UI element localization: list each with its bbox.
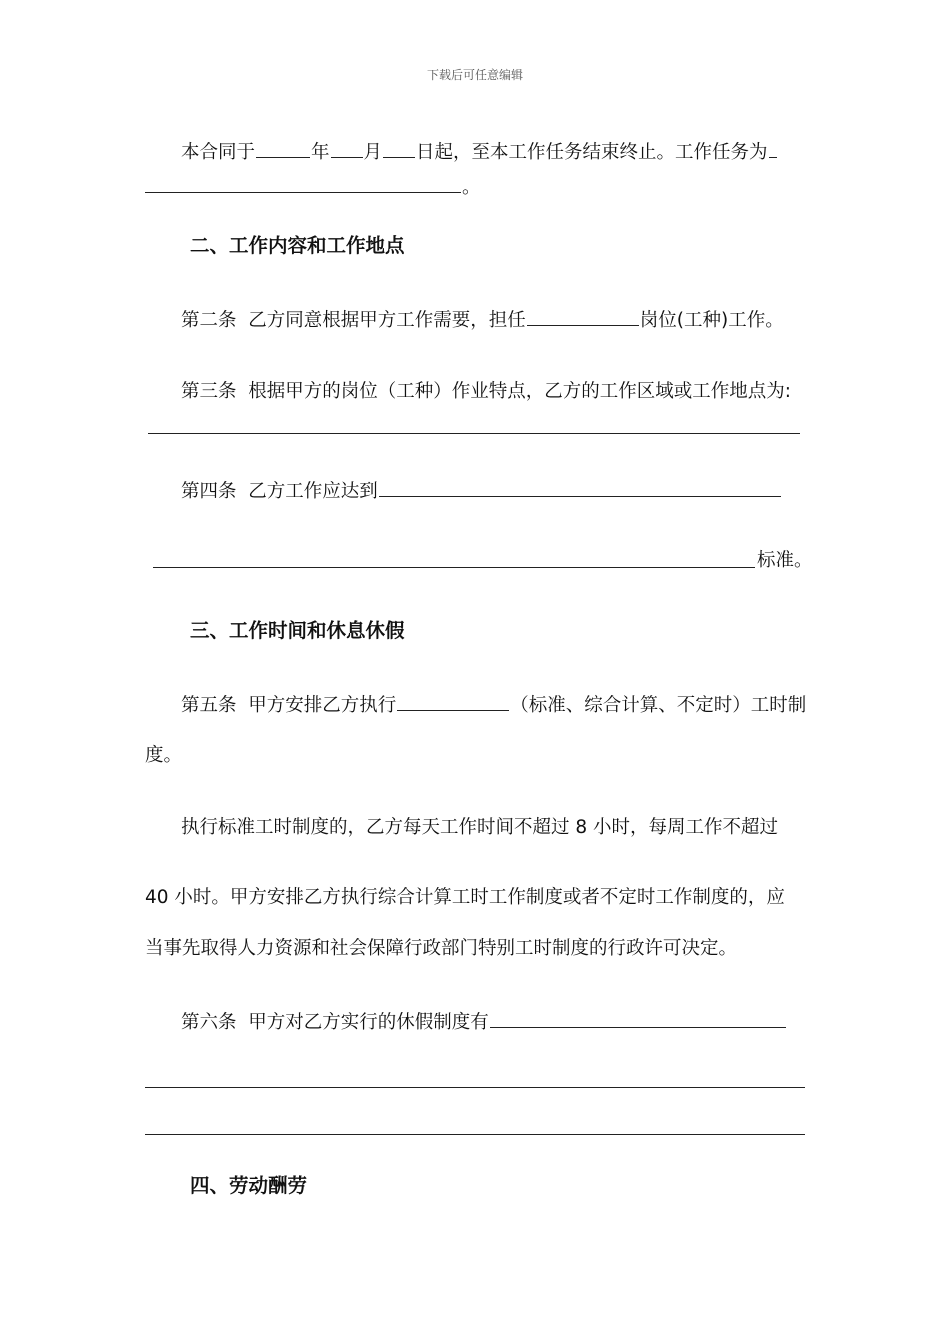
term-end: 。 xyxy=(462,177,481,198)
leave-system-blank-2[interactable] xyxy=(145,1087,805,1088)
leave-system-blank-1[interactable] xyxy=(490,1010,786,1028)
standard-hours-line-1: 执行标准工时制度的，乙方每天工作时间不超过 8 小时，每周工作不超过 xyxy=(181,817,779,838)
article-5-text-3: 度。 xyxy=(145,745,183,766)
article-6-text: 甲方对乙方实行的休假制度有 xyxy=(248,1012,489,1033)
article-3 xyxy=(181,380,950,404)
work-hours-system-blank[interactable] xyxy=(397,693,509,711)
article-4-text-1: 乙方工作应达到 xyxy=(248,481,378,502)
task-blank-line[interactable] xyxy=(145,192,461,193)
section-heading-4: 四、劳动酬劳 xyxy=(190,1174,308,1197)
article-4-label: 第四条 xyxy=(181,481,237,502)
article-3-label: 第三条 xyxy=(181,381,237,402)
article-3-text: 根据甲方的岗位（工种）作业特点，乙方的工作区域或工作地点为: xyxy=(248,381,792,402)
contract-term-line xyxy=(181,140,950,165)
article-4-text-2: 标准。 xyxy=(757,550,813,571)
work-location-blank[interactable] xyxy=(148,433,800,434)
task-blank-start[interactable] xyxy=(769,140,777,158)
standard-hours-line-2: 40 小时。甲方安排乙方执行综合计算工时工作制度或者不定时工作制度的，应 xyxy=(145,887,785,908)
page-header: 下载后可任意编辑 xyxy=(426,68,523,82)
month-blank[interactable] xyxy=(331,140,363,158)
day-blank[interactable] xyxy=(383,140,415,158)
article-2 xyxy=(181,308,950,333)
year-blank[interactable] xyxy=(256,140,310,158)
section-heading-2: 二、工作内容和工作地点 xyxy=(190,234,405,257)
article-6 xyxy=(181,1010,950,1035)
term-text-4: 日起，至本工作任务结束终止。工作任务为 xyxy=(416,142,768,163)
article-2-text-1: 乙方同意根据甲方工作需要，担任 xyxy=(248,310,526,331)
section-heading-3: 三、工作时间和休息休假 xyxy=(190,619,405,642)
article-4 xyxy=(181,479,950,504)
article-5-label: 第五条 xyxy=(181,695,237,716)
article-5 xyxy=(181,693,950,718)
term-text-1: 本合同于 xyxy=(181,142,256,163)
article-5-text-2: （标准、综合计算、不定时）工时制 xyxy=(510,695,807,716)
position-blank[interactable] xyxy=(527,308,639,326)
standard-blank-2[interactable] xyxy=(153,567,755,568)
article-2-label: 第二条 xyxy=(181,310,237,331)
article-6-label: 第六条 xyxy=(181,1012,237,1033)
term-text-2: 年 xyxy=(311,142,330,163)
standard-blank-1[interactable] xyxy=(379,479,781,497)
article-5-text-1: 甲方安排乙方执行 xyxy=(248,695,397,716)
term-text-3: 月 xyxy=(363,142,383,163)
standard-hours-line-3: 当事先取得人力资源和社会保障行政部门特别工时制度的行政许可决定。 xyxy=(145,938,738,959)
leave-system-blank-3[interactable] xyxy=(145,1134,805,1135)
article-2-text-2: 岗位(工种)工作。 xyxy=(639,310,784,331)
